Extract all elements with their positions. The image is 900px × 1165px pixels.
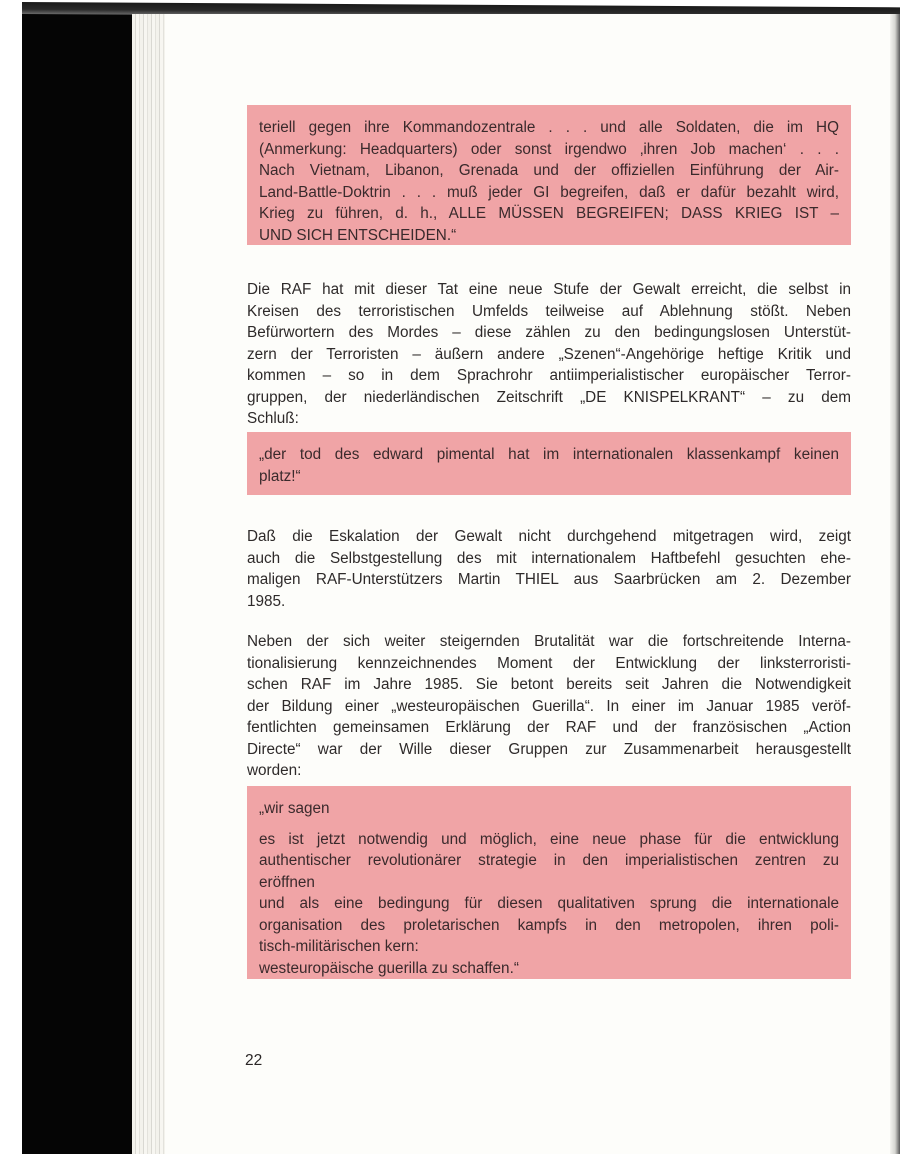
quote-block-highlighted (247, 105, 851, 245)
page-edges-stack (132, 14, 168, 1154)
body-paragraph (247, 526, 851, 612)
paragraph-line: kommen – so in dem Sprachrohr antiimperialistischer europäischer Terror- (247, 367, 851, 384)
paragraph-line: tionalisierung kennzeichnendes Moment der Entwicklung der linksterroristi- (247, 654, 851, 672)
quote-line: Land-Battle-Doktrin . . . muß jeder GI begreifen, daß er dafür bezahlt wird, (259, 183, 839, 201)
page-number: 22 (245, 1052, 263, 1069)
quote-line: authentischer revolutionärer strategie in den imperialistischen zentren zu (259, 852, 839, 869)
quote-line: westeuropäische guerilla zu schaffen.“ (259, 959, 519, 977)
quote-spacer (259, 820, 839, 829)
quote-line: teriell gegen ihre Kommandozentrale . . . und alle Soldaten, die im HQ (259, 119, 839, 136)
book-binding-cover (22, 4, 146, 1154)
quote-line: eröffnen (259, 873, 315, 891)
paragraph-line: Directe“ war der Wille dieser Gruppen zur Zusammenarbeit herausgestellt (247, 740, 851, 758)
quote-line: organisation des proletarischen kampfs in den metropolen, ihren poli- (259, 916, 839, 934)
scan-bottom-margin (0, 1154, 900, 1165)
quote-line: und als eine bedingung für diesen qualitativen sprung die internationale (259, 895, 839, 912)
paragraph-line: Neben der sich weiter steigernden Brutalität war die fortschreitende Interna- (247, 633, 851, 650)
body-paragraph (247, 279, 851, 430)
paragraph-line: Daß die Eskalation der Gewalt nicht durchgehend mitgetragen wird, zeigt (247, 528, 851, 545)
book-right-edge (890, 14, 900, 1154)
paragraph-line: Kreisen des terroristischen Umfelds teilweise auf Ablehnung stößt. Neben (247, 302, 851, 320)
paragraph-line: Schluß: (247, 410, 299, 427)
paragraph-line: auch die Selbstgestellung des mit internationalem Haftbefehl gesuchten ehe- (247, 549, 851, 567)
paragraph-line: schen RAF im Jahre 1985. Sie betont bereits seit Jahren die Notwendigkeit (247, 676, 851, 693)
paragraph-line: der Bildung einer „westeuropäischen Guerilla“. In einer im Januar 1985 veröf- (247, 697, 851, 715)
paragraph-line: 1985. (247, 592, 286, 610)
quote-line: UND SICH ENTSCHEIDEN.“ (259, 226, 457, 244)
paragraph-line: worden: (247, 762, 302, 779)
quote-line: Krieg zu führen, d. h., ALLE MÜSSEN BEGREIFEN; DASS KRIEG IST – (259, 205, 839, 222)
quote-opening-line: „wir sagen (259, 800, 330, 817)
paragraph-line: gruppen, der niederländischen Zeitschrift „DE KNISPELKRANT“ – zu dem (247, 388, 851, 406)
paragraph-line: zern der Terroristen – äußern andere „Szenen“-Angehörige heftige Kritik und (247, 345, 851, 363)
quote-line: tisch-militärischen kern: (259, 938, 419, 955)
quote-block-highlighted (247, 786, 851, 979)
quote-line: „der tod des edward pimental hat im internationalen klassenkampf keinen (259, 446, 839, 463)
paragraph-line: Die RAF hat mit dieser Tat eine neue Stufe der Gewalt erreicht, die selbst in (247, 281, 851, 298)
paragraph-line: fentlichten gemeinsamen Erklärung der RAF und der französischen „Action (247, 719, 851, 736)
quote-line: es ist jetzt notwendig und möglich, eine neue phase für die entwicklung (259, 830, 839, 848)
quote-block-highlighted (247, 432, 851, 495)
quote-line: Nach Vietnam, Libanon, Grenada und der offiziellen Einführung der Air- (259, 162, 839, 179)
quote-line: (Anmerkung: Headquarters) oder sonst irgendwo ‚ihren Job machen‘ . . . (259, 140, 839, 158)
body-paragraph (247, 631, 851, 782)
paragraph-line: maligen RAF-Unterstützers Martin THIEL aus Saarbrücken am 2. Dezember (247, 571, 851, 588)
paragraph-line: Befürwortern des Mordes – diese zählen zu den bedingungslosen Unterstüt- (247, 324, 851, 341)
quote-line: platz!“ (259, 467, 301, 485)
